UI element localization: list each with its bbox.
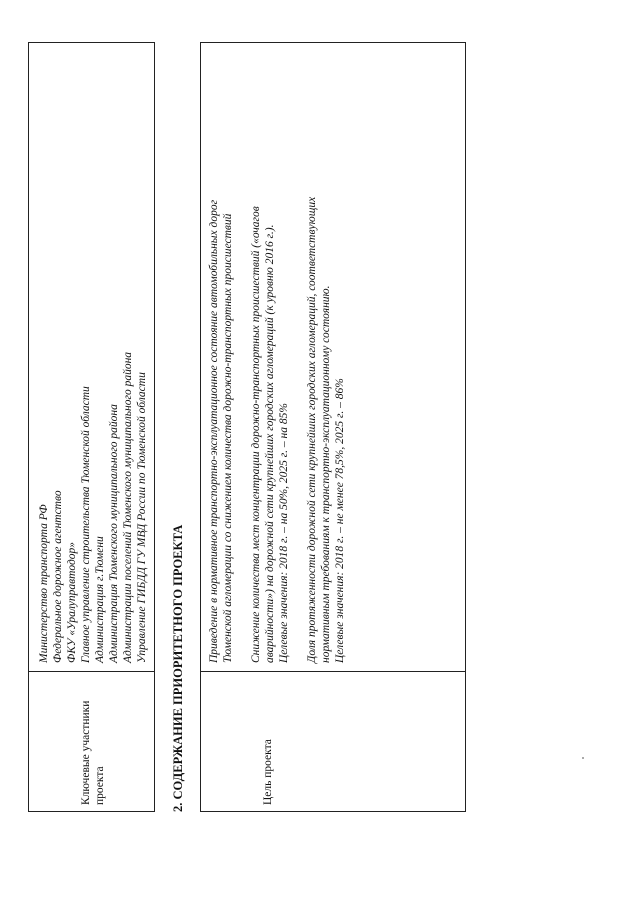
- section-heading: 2. СОДЕРЖАНИЕ ПРИОРИТЕТНОГО ПРОЕКТА: [171, 524, 185, 812]
- participant-item: Администрация г.Тюмени: [94, 536, 106, 663]
- goal-table: [200, 42, 466, 812]
- participants-list-cell: [29, 43, 154, 671]
- participant-item: Администрация Тюменского муниципального района: [108, 404, 120, 663]
- goal-line: нормативным требованиям к транспортно-эксплуатационному состоянию.: [320, 285, 332, 663]
- goal-line: Снижение количества мест концентрации дорожно-транспортных происшествий («очагов: [250, 206, 262, 663]
- goal-label-cell: Цель проекта: [201, 671, 465, 811]
- goal-line: Доля протяженности дорожной сети крупнейших городских агломераций, соответствующих: [306, 196, 318, 663]
- goal-item: [305, 49, 347, 663]
- goal-line: аварийности») на дорожной сети крупнейших городских агломераций (к уровню 2016 г.).: [264, 224, 276, 663]
- participants-label-cell: [29, 671, 154, 811]
- goal-line: Целевые значения: 2018 г. – на 50%, 2025 г. – на 85%: [278, 403, 290, 663]
- participant-item: Администрации поселений Тюменского муниципального района: [122, 351, 134, 663]
- rotated-page: [28, 42, 468, 812]
- participant-item: Федеральное дорожное агентство: [52, 490, 64, 663]
- scan-speck: [582, 757, 584, 759]
- participants-table: [28, 42, 155, 812]
- participant-item: Управление ГИБДД ГУ МВД России по Тюменской области: [136, 372, 148, 663]
- goal-item: [249, 49, 291, 663]
- participant-item: Главное управление строительства Тюменской области: [80, 386, 92, 663]
- participants-label-line: проекта: [94, 766, 106, 805]
- goal-content-cell: [201, 43, 465, 671]
- goal-line: Приведение в нормативное транспортно-эксплуатационное состояние автомобильных дорог: [208, 199, 220, 663]
- goal-line: Тюменской агломерации со снижением количества дорожно-транспортных происшествий: [222, 213, 234, 663]
- goal-item: [207, 49, 235, 663]
- participant-item: Министерство транспорта РФ: [38, 504, 50, 663]
- participant-item: ФКУ «Уралуправтодор»: [66, 541, 78, 663]
- participants-label-line: Ключевые участники: [80, 700, 92, 805]
- goal-line: Целевые значения: 2018 г. – не менее 78,5%, 2025 г. – 86%: [334, 378, 346, 663]
